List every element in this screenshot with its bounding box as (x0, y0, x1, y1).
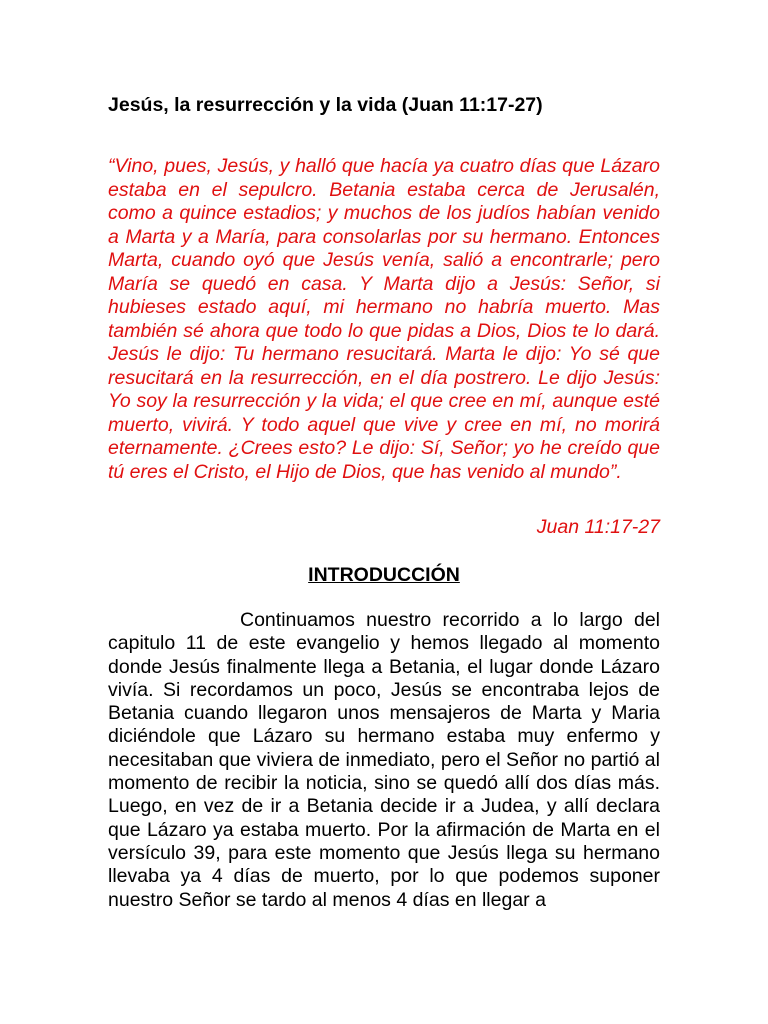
scripture-quote: “Vino, pues, Jesús, y halló que hacía ya cuatro días que Lázaro estaba en el sepulcro. Betania estaba cerca de Jerusalén, como a quince estadios; y muchos de los judíos habían venido a Marta y a María, para consolarlas por su hermano. Entonces Marta, cuando oyó que Jesús venía, salió a encontrarle; pero María se quedó en casa. Y Marta dijo a Jesús: Señor, si hubieses estado aquí, mi hermano no habría muerto. Mas también sé ahora que todo lo que pidas a Dios, Dios te lo dará. Jesús le dijo: Tu hermano resucitará. Marta le dijo: Yo sé que resucitará en la resurrección, en el día postrero. Le dijo Jesús: Yo soy la resurrección y la vida; el que cree en mí, aunque esté muerto, vivirá. Y todo aquel que vive y cree en mí, no morirá eternamente. ¿Crees esto? Le dijo: Sí, Señor; yo he creído que tú eres el Cristo, el Hijo de Dios, que has venido al mundo”. (108, 155, 660, 483)
body-paragraph: Continuamos nuestro recorrido a lo largo del capitulo 11 de este evangelio y hemos llegado al momento donde Jesús finalmente llega a Betania, el lugar donde Lázaro vivía. Si recordamos un poco, Jesús se encontraba lejos de Betania cuando llegaron unos mensajeros de Marta y Maria diciéndole que Lázaro su hermano estaba muy enfermo y necesitaban que viviera de inmediato, pero el Señor no partió al momento de recibir la noticia, sino se quedó allí dos días más. Luego, en vez de ir a Betania decide ir a Judea, y allí declara que Lázaro ya estaba muerto. Por la afirmación de Marta en el versículo 39, para este momento que Jesús llega su hermano llevaba ya 4 días de muerto, por lo que podemos suponer nuestro Señor se tardo al menos 4 días en llegar a (108, 609, 660, 911)
scripture-reference: Juan 11:17-27 (536, 516, 660, 538)
document-title: Jesús, la resurrección y la vida (Juan 11:17-27) (108, 94, 543, 116)
section-heading: INTRODUCCIÓN (308, 564, 460, 586)
